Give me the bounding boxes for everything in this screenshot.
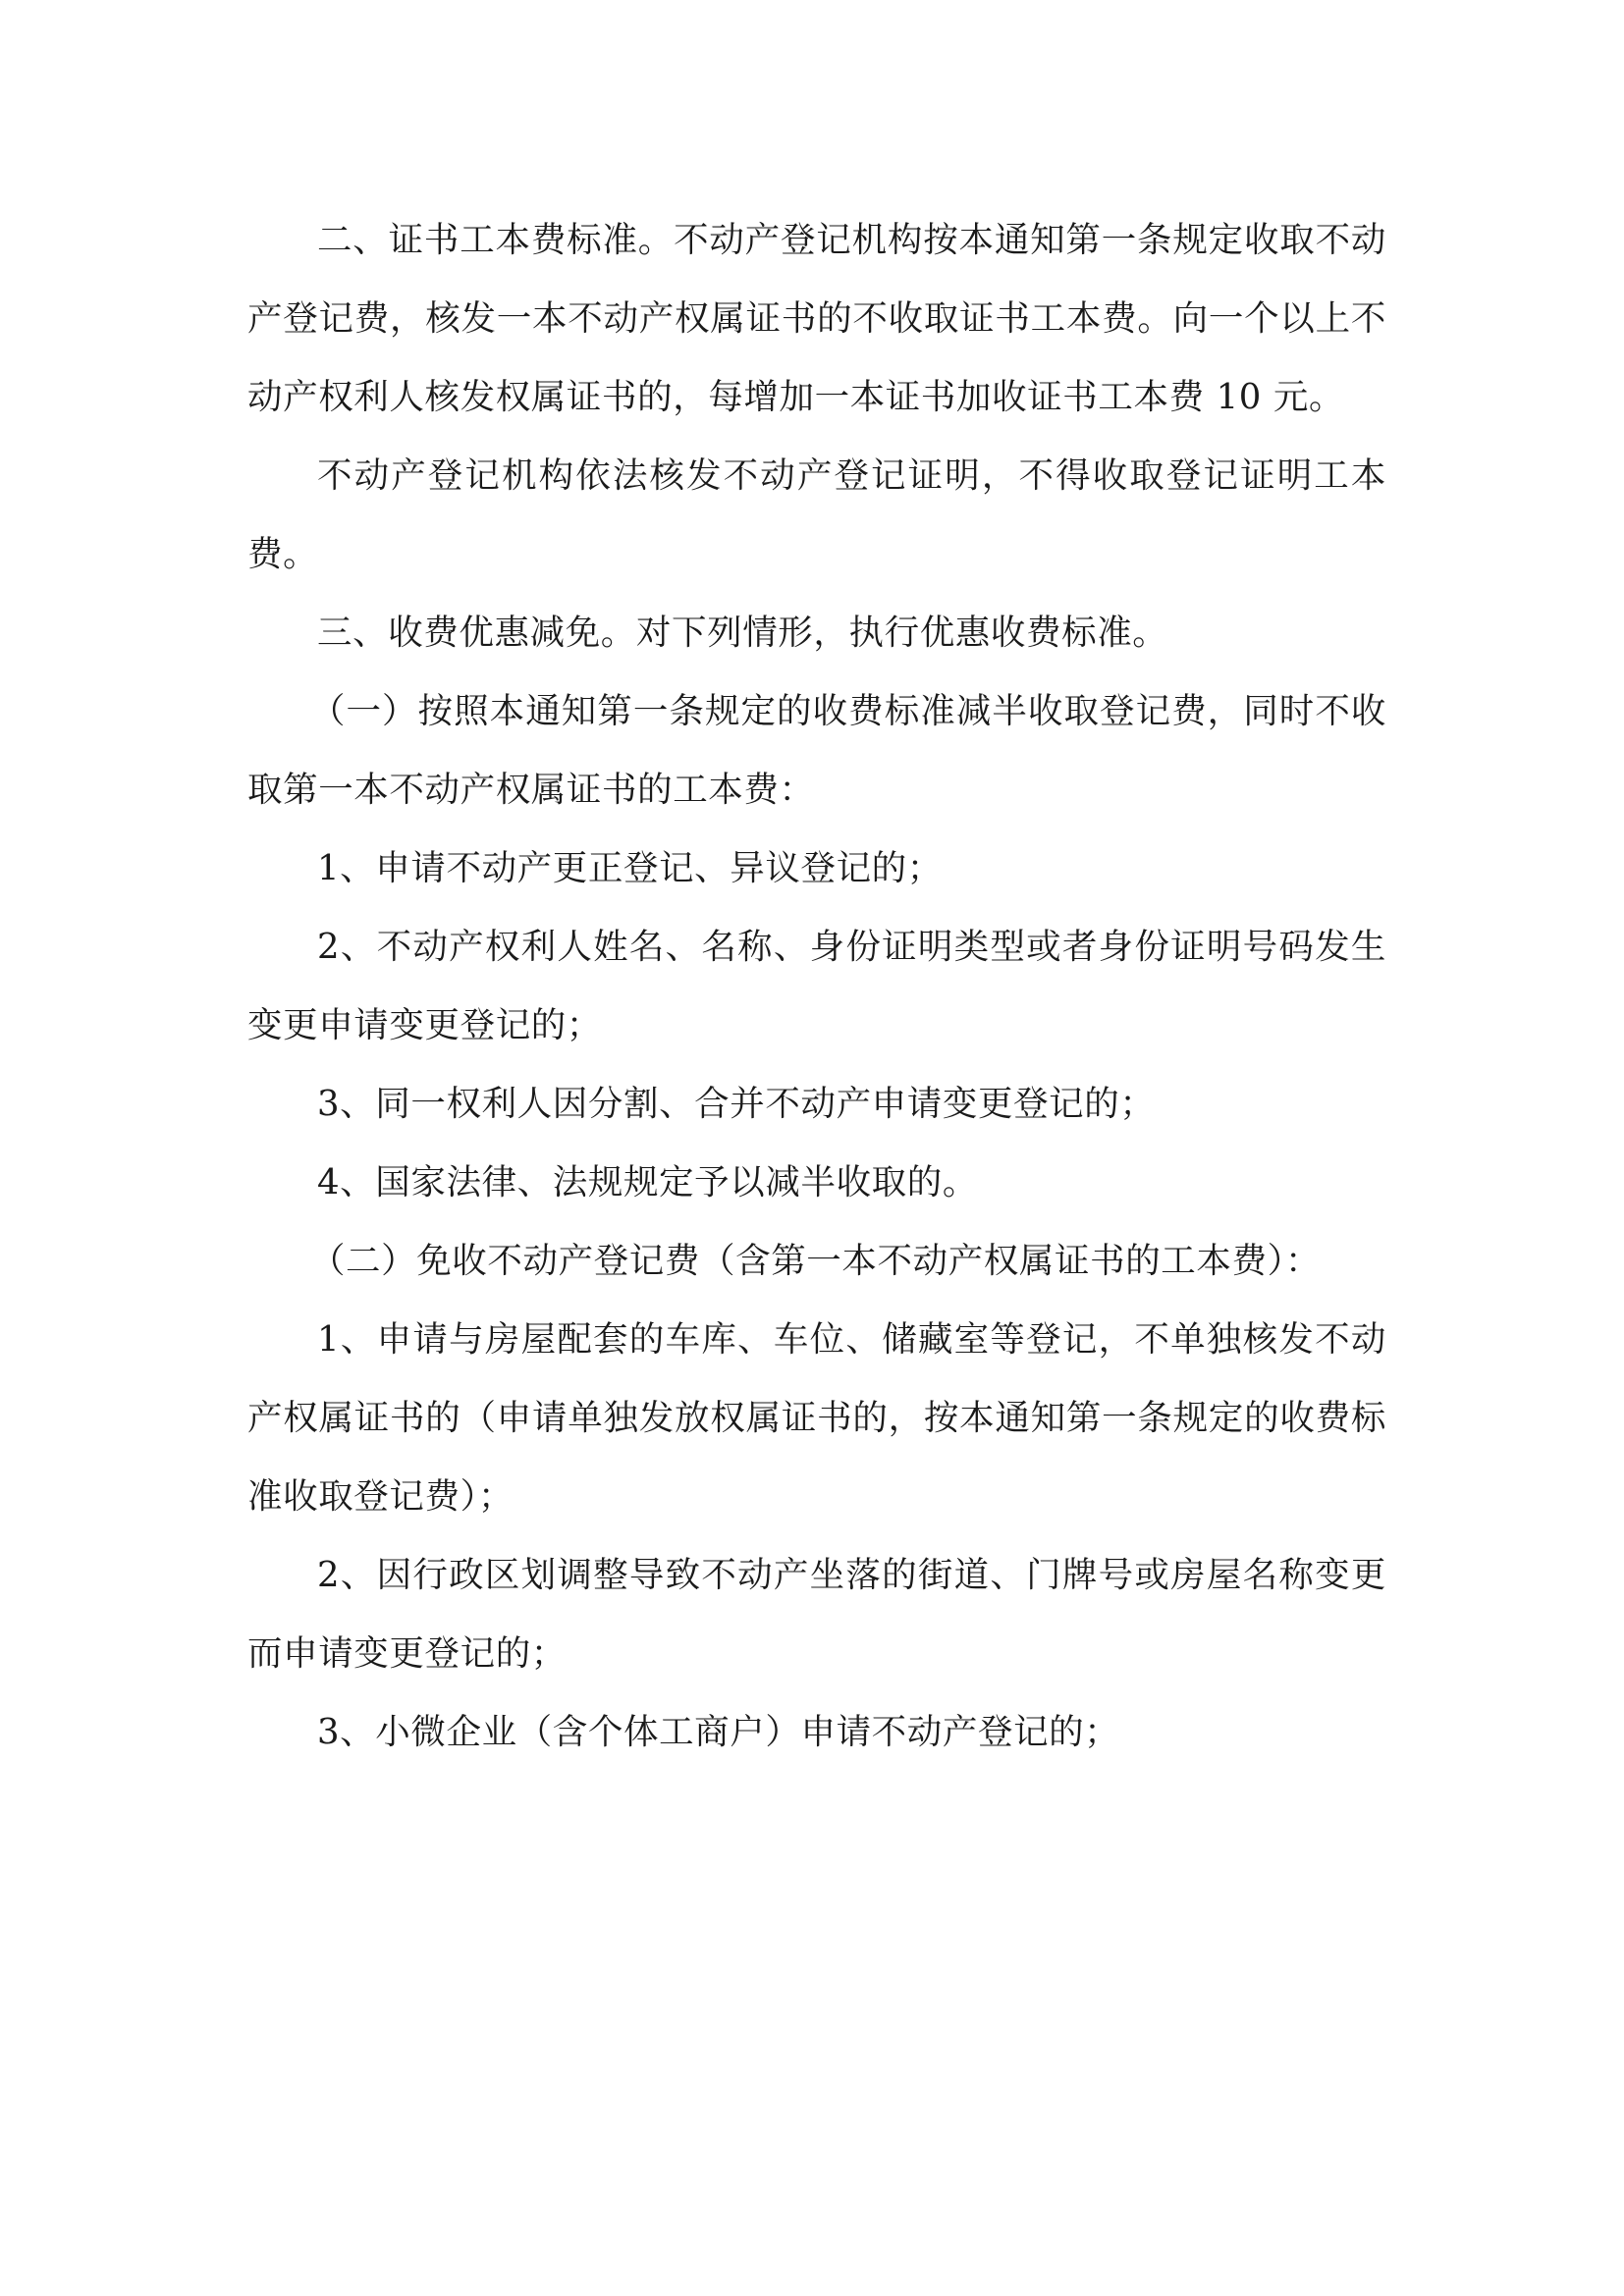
paragraph-certificate-fee-standard: 二、证书工本费标准。不动产登记机构按本通知第一条规定收取不动产登记费，核发一本不动产权属证书的不收取证书工本费。向一个以上不动产权利人核发权属证书的，每增加一本证书加收证书工本费 10 元。	[247, 220, 1386, 417]
list-item-exemption-3: 3、小微企业（含个体工商户）申请不动产登记的；	[317, 1712, 1120, 1752]
paragraph-registration-certificate-fee: 不动产登记机构依法核发不动产登记证明，不得收取登记证明工本费。	[247, 455, 1386, 574]
list-item-exemption-1: 1、申请与房屋配套的车库、车位、储藏室等登记，不单独核发不动产权属证书的（申请单独发放权属证书的，按本通知第一条规定的收费标准收取登记费）；	[247, 1319, 1386, 1517]
paragraph-fee-exemption-heading: （二）免收不动产登记费（含第一本不动产权属证书的工本费）：	[309, 1241, 1322, 1281]
list-item-half-fee-3: 3、同一权利人因分割、合并不动产申请变更登记的；	[317, 1084, 1156, 1124]
list-item-half-fee-2: 2、不动产权利人姓名、名称、身份证明类型或者身份证明号码发生变更申请变更登记的；	[247, 927, 1386, 1045]
paragraph-fee-reduction-heading: 三、收费优惠减免。对下列情形，执行优惠收费标准。	[317, 613, 1168, 653]
document-body	[247, 201, 1386, 1772]
list-item-half-fee-4: 4、国家法律、法规规定予以减半收取的。	[317, 1162, 978, 1202]
list-item-exemption-2: 2、因行政区划调整导致不动产坐落的街道、门牌号或房屋名称变更而申请变更登记的；	[247, 1555, 1386, 1674]
paragraph-half-fee-heading: （一）按照本通知第一条规定的收费标准减半收取登记费，同时不收取第一本不动产权属证书的工本费：	[247, 691, 1386, 810]
list-item-half-fee-1: 1、申请不动产更正登记、异议登记的；	[317, 848, 943, 888]
